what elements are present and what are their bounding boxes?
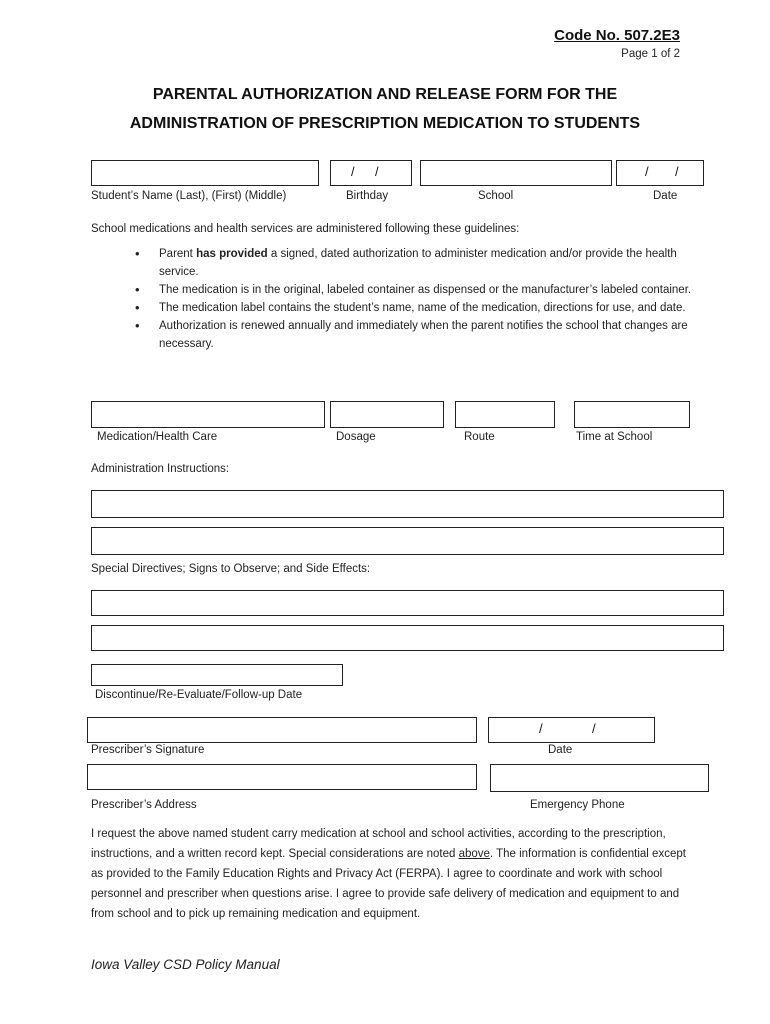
prescriber-date-field[interactable] [488, 717, 655, 743]
emergency-phone-label: Emergency Phone [530, 799, 625, 811]
prescriber-date-label: Date [548, 744, 573, 756]
admin-instructions-field-2[interactable] [91, 527, 724, 555]
special-directives-field-2[interactable] [91, 625, 724, 651]
medication-field[interactable] [91, 401, 325, 428]
student-name-field[interactable] [91, 160, 319, 186]
guideline-item: • Parent has provided a signed, dated authorization to administer medication and/or provide the health service. [135, 245, 695, 281]
form-title-line1: PARENTAL AUTHORIZATION AND RELEASE FORM FOR THE [152, 86, 618, 103]
dosage-label: Dosage [336, 431, 376, 443]
date-field[interactable] [616, 160, 704, 186]
birthday-label: Birthday [346, 190, 389, 202]
footer-policy-manual: Iowa Valley CSD Policy Manual [91, 957, 280, 972]
school-label: School [478, 190, 514, 202]
time-at-school-field[interactable] [574, 401, 690, 428]
discontinue-label: Discontinue/Re-Evaluate/Follow-up Date [95, 689, 303, 701]
prescriber-address-label: Prescriber’s Address [91, 799, 197, 811]
date-separator: / [375, 164, 379, 179]
dosage-field[interactable] [330, 401, 444, 428]
form-title-line2: ADMINISTRATION OF PRESCRIPTION MEDICATION TO STUDENTS [129, 115, 641, 132]
guidelines-list [135, 245, 695, 353]
birthday-field[interactable] [330, 160, 412, 186]
medication-label: Medication/Health Care [97, 431, 218, 443]
student-name-label: Student’s Name (Last), (First) (Middle) [91, 190, 287, 202]
date-label: Date [653, 190, 678, 202]
admin-instructions-label: Administration Instructions: [91, 463, 230, 475]
school-field[interactable] [420, 160, 612, 186]
consent-statement: I request the above named student carry medication at school and school activities, according to the prescription, instructions, and a written record kept. Special considerations are noted above. The information is confidential except as provided to the Family Education Rights and Privacy Act (FERPA). I agree to coordinate and work with school personnel and prescriber when questions arise. I agree to provide safe delivery of medication and equipment to and from school and to pick up remaining medication and equipment. [91, 828, 686, 920]
page-number: Page 1 of 2 [621, 48, 680, 60]
date-separator: / [539, 721, 543, 736]
prescriber-signature-field[interactable] [87, 717, 477, 743]
discontinue-date-field[interactable] [91, 664, 343, 686]
special-directives-field-1[interactable] [91, 590, 724, 616]
code-number: Code No. 507.2E3 [554, 27, 680, 44]
route-label: Route [464, 431, 495, 443]
date-separator: / [675, 164, 679, 179]
time-at-school-label: Time at School [576, 431, 653, 443]
guidelines-intro: School medications and health services are administered following these guidelines: [91, 223, 520, 235]
route-field[interactable] [455, 401, 555, 428]
special-directives-label: Special Directives; Signs to Observe; and Side Effects: [91, 563, 371, 575]
guideline-item: • The medication label contains the student’s name, name of the medication, directions for use, and date. [135, 299, 695, 317]
date-separator: / [645, 164, 649, 179]
prescriber-signature-label: Prescriber’s Signature [91, 744, 205, 756]
above-reference: above [458, 848, 490, 860]
emergency-phone-field[interactable] [490, 764, 709, 792]
admin-instructions-field-1[interactable] [91, 490, 724, 518]
date-separator: / [351, 164, 355, 179]
prescriber-address-field[interactable] [87, 764, 477, 790]
guideline-item: • Authorization is renewed annually and immediately when the parent notifies the school that changes are necessary. [135, 317, 695, 353]
date-separator: / [592, 721, 596, 736]
guideline-item: • The medication is in the original, labeled container as dispensed or the manufacturer’s labeled container. [135, 281, 695, 299]
